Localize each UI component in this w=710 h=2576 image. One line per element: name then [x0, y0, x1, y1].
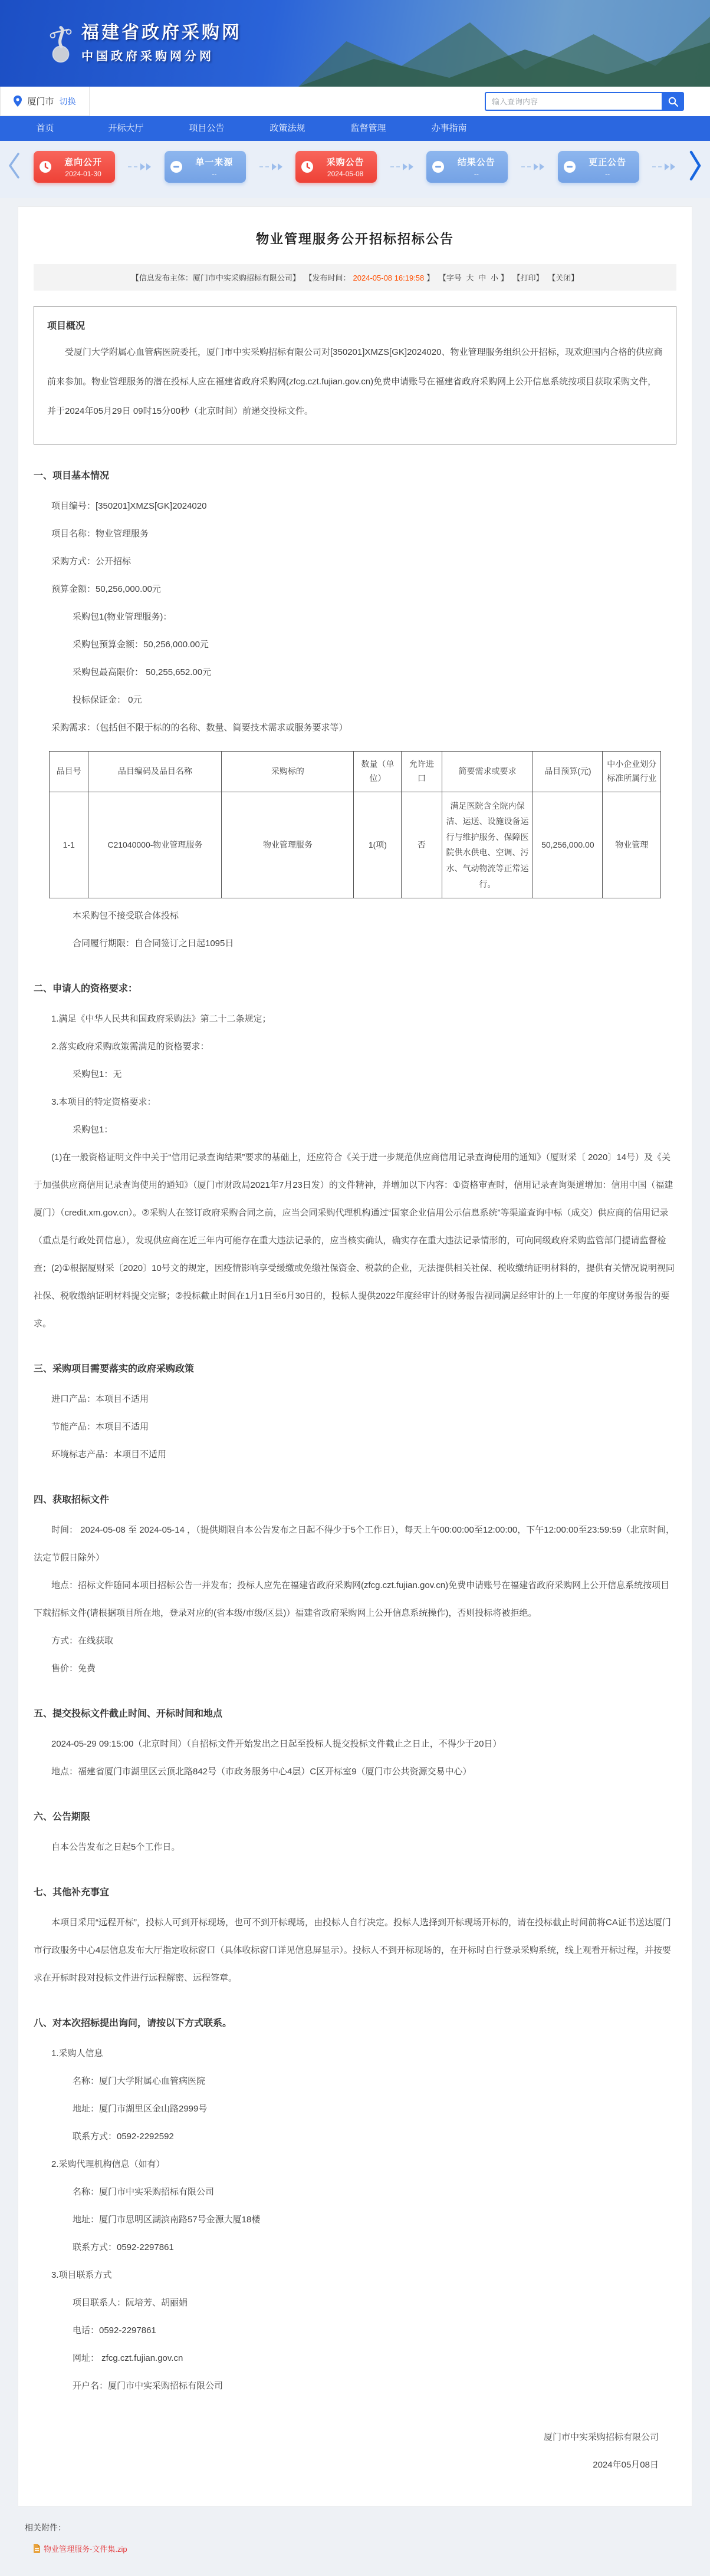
search-icon — [668, 97, 678, 107]
text-line: 地址：厦门市思明区湖滨南路57号金源大厦18楼 — [73, 2215, 261, 2225]
section-heading: 八、对本次招标提出询问，请按以下方式联系。 — [34, 2018, 232, 2029]
site-banner — [0, 0, 710, 87]
publish-time-prefix: 【发布时间： — [304, 274, 351, 282]
nav-item-bid-hall[interactable]: 开标大厅 — [108, 123, 144, 133]
location-pin-icon — [14, 95, 22, 107]
switch-city-link[interactable]: 切换 — [59, 96, 76, 106]
text-line: 采购包1：无 — [73, 1069, 122, 1080]
site-logo-balance-icon — [48, 23, 73, 64]
section-policy — [27, 1361, 683, 1468]
overview-body: 受厦门大学附属心血管病医院委托，厦门市中实采购招标有限公司对[350201]XMZS[GK]2024020、物业管理服务组织公开招标，现欢迎国内合格的供应商前来参加。物业管理服务的潜在投标人应在福建省政府采购网(zfcg.czt.fujian.gov.cn)免费申请账号在福建省政府采购网上公开信息系统按项目获取采购文件，并于2024年05月29日 09时15分00秒（北京时间）前递交投标文件。 — [47, 347, 663, 416]
location-search-bar — [0, 87, 710, 116]
section-heading: 二、申请人的资格要求： — [34, 984, 138, 994]
text-line: 采购需求：（包括但不限于标的的名称、数量、简要技术需求或服务要求等） — [51, 723, 348, 733]
section-obtain-documents — [27, 1492, 683, 1682]
text-line: 采购方式：公开招标 — [51, 556, 132, 566]
col-header: 简要需求或要求 — [442, 752, 533, 792]
table-row — [50, 792, 661, 898]
step-label: 采购公告 — [326, 157, 364, 167]
site-title: 福建省政府采购网 — [81, 22, 242, 42]
cell-quantity: 1(项) — [354, 792, 402, 898]
site-subtitle: 中国政府采购网分网 — [81, 50, 214, 64]
text-line: 环境标志产品：本项目不适用 — [51, 1450, 167, 1460]
close-button[interactable]: 【关闭】 — [548, 274, 579, 282]
step-arrow-icon — [521, 163, 544, 170]
announcement-card — [18, 206, 692, 2506]
text-line: 2024-05-29 09:15:00（北京时间）（自招标文件开始发出之日起至投标人提交投标文件截止之日止，不得少于20日） — [51, 1739, 502, 1750]
section-qualification — [27, 981, 683, 1338]
section-heading: 一、项目基本情况 — [34, 471, 110, 481]
font-size-small-button[interactable]: 小 — [490, 274, 498, 282]
text-line: 项目联系人：阮培芳、胡丽娟 — [73, 2298, 188, 2308]
nav-item-policy[interactable]: 政策法规 — [269, 123, 305, 133]
text-line: 本项目采用“远程开标”，投标人可到开标现场，也可不到开标现场，由投标人自行决定。投标人选择到开标现场开标的，请在投标截止时间前将CA证书送达厦门市行政服务中心4层信息发布大厅指定收标窗口（具体收标窗口详见信息屏显示）。投标人不到开标现场的，在开标时自行登录采购系统，线上观看开标过程，并按要求在开标时段对投标文件进行远程解密、远程签章。 — [34, 1918, 671, 1984]
text-line: 时间： 2024-05-08 至 2024-05-14 ，（提供期限自本公告发布之日起不得少于5个工作日），每天上午00:00:00至12:00:00，下午12:00:00至23:59:59（北京时间，法定节假日除外） — [34, 1525, 675, 1563]
text-line: 项目编号：[350201]XMZS[GK]2024020 — [51, 501, 207, 511]
section-deadline-opening — [27, 1706, 683, 1786]
col-header: 中小企业划分标准所属行业 — [603, 752, 661, 792]
step-label: 单一来源 — [195, 157, 234, 167]
clock-icon — [301, 160, 314, 173]
text-line: 电话：0592-2297861 — [73, 2325, 156, 2336]
step-arrow-icon — [259, 163, 282, 170]
nav-item-home[interactable]: 首页 — [36, 123, 54, 133]
text-line: 采购包1(物业管理服务)： — [73, 612, 172, 622]
section-heading: 七、其他补充事宜 — [34, 1887, 110, 1898]
text-line: 3.本项目的特定资格要求： — [51, 1097, 156, 1108]
signature-company: 厦门市中实采购招标有限公司 — [543, 2432, 659, 2443]
cell-item-code: C21040000-物业管理服务 — [88, 792, 222, 898]
col-header: 品目预算(元) — [533, 752, 603, 792]
text-line: 地点：福建省厦门市湖里区云顶北路842号（市政务服务中心4层）C区开标室9（厦门市公共资源交易中心） — [51, 1767, 472, 1777]
nav-item-project-notice[interactable]: 项目公告 — [189, 123, 225, 133]
publish-time: 2024-05-08 16:19:58 — [353, 274, 425, 282]
text-line: 合同履行期限：自合同签订之日起1095日 — [73, 938, 234, 949]
col-header: 允许进口 — [402, 752, 442, 792]
step-card-correction-notice[interactable] — [558, 151, 639, 183]
chevron-right-button[interactable] — [689, 150, 702, 183]
section-contacts — [27, 2015, 683, 2400]
project-overview-box — [34, 306, 676, 444]
publish-time-suffix: 】 — [426, 274, 435, 282]
font-size-medium-button[interactable]: 中 — [478, 274, 487, 282]
text-line: 2.落实政府采购政策需满足的资格要求： — [51, 1042, 209, 1052]
font-size-large-button[interactable]: 大 — [466, 274, 474, 282]
cell-subject: 物业管理服务 — [222, 792, 354, 898]
clock-icon — [39, 160, 52, 173]
section-heading: 六、公告期限 — [34, 1812, 91, 1823]
text-line: 联系方式：0592-2292592 — [73, 2132, 174, 2142]
step-arrow-icon — [390, 163, 413, 170]
text-line: 1.采购人信息 — [51, 2048, 103, 2059]
text-line: 地址：厦门市湖里区金山路2999号 — [73, 2104, 208, 2114]
section-other-matters — [27, 1885, 683, 1992]
cell-industry: 物业管理 — [603, 792, 661, 898]
minus-icon — [432, 160, 445, 173]
step-date: -- — [605, 169, 610, 178]
col-header: 品目编码及品目名称 — [88, 752, 222, 792]
zip-file-icon — [33, 2544, 41, 2553]
text-line: 采购包最高限价： 50,255,652.00元 — [73, 667, 212, 677]
current-city: 厦门市 — [27, 97, 54, 107]
attachments-label: 相关附件： — [25, 2523, 66, 2533]
col-header: 采购标的 — [222, 752, 354, 792]
chevron-right-icon — [689, 150, 702, 181]
font-size-label: 【字号 — [438, 274, 462, 282]
step-label: 结果公告 — [457, 157, 495, 167]
step-card-intent-publish[interactable] — [34, 151, 115, 183]
article-meta-bar — [34, 264, 676, 291]
step-arrow-icon — [128, 163, 151, 170]
section-notice-period — [27, 1809, 683, 1861]
text-line: 3.项目联系方式 — [51, 2270, 112, 2281]
page-title: 物业管理服务公开招标招标公告 — [255, 232, 454, 246]
step-date: -- — [474, 169, 479, 178]
step-label: 更正公告 — [589, 157, 627, 167]
text-line: 采购包预算金额：50,256,000.00元 — [73, 640, 209, 650]
section-heading: 三、采购项目需要落实的政府采购政策 — [34, 1364, 195, 1375]
step-arrow-icon — [652, 163, 675, 170]
step-date: -- — [212, 169, 217, 178]
text-line: 联系方式：0592-2297861 — [73, 2242, 174, 2253]
step-date: 2024-05-08 — [327, 169, 364, 178]
step-card-procurement-notice[interactable] — [295, 151, 377, 183]
minus-icon — [563, 160, 576, 173]
font-size-suffix: 】 — [500, 274, 508, 282]
text-line: 2.采购代理机构信息（如有） — [51, 2159, 165, 2170]
cell-budget: 50,256,000.00 — [533, 792, 603, 898]
text-line: 名称：厦门市中实采购招标有限公司 — [73, 2187, 215, 2198]
chevron-left-button[interactable] — [8, 152, 20, 181]
text-line: 方式：在线获取 — [51, 1636, 114, 1646]
cell-requirements: 满足医院含全院内保洁、运送、设施设备运行与维护服务、保障医院供水供电、空调、污水、气动物流等正常运行。 — [442, 792, 533, 898]
attachments-footer — [0, 2506, 710, 2576]
chevron-left-icon — [8, 152, 20, 179]
main-nav — [0, 116, 710, 141]
section-heading: 四、获取招标文件 — [34, 1495, 110, 1506]
nav-item-supervision[interactable]: 监督管理 — [350, 123, 386, 133]
text-line: 节能产品：本项目不适用 — [51, 1422, 149, 1432]
print-button[interactable]: 【打印】 — [512, 274, 544, 282]
text-line: 项目名称：物业管理服务 — [51, 529, 149, 539]
nav-item-guide[interactable]: 办事指南 — [431, 123, 467, 133]
text-line: 采购包1： — [73, 1125, 113, 1135]
procurement-items-table — [49, 751, 661, 898]
text-line: 预算金额：50,256,000.00元 — [51, 584, 161, 594]
publisher-text: 【信息发布主体：厦门市中实采购招标有限公司】 — [131, 274, 300, 282]
step-date: 2024-01-30 — [65, 169, 101, 178]
procurement-steps-bar — [0, 141, 710, 198]
text-line: 地点：招标文件随同本项目招标公告一并发布；投标人应先在福建省政府采购网(zfcg.czt.fujian.gov.cn)免费申请账号在福建省政府采购网上公开信息系统按项目下载招标文件(请根据项目所在地，登录对应的(省本级/市级/区县)）福建省政府采购网上公开信息系统操作)，否则投标将被拒绝。 — [34, 1580, 670, 1619]
signature-date: 2024年05月08日 — [593, 2460, 659, 2470]
step-card-result-notice[interactable] — [426, 151, 508, 183]
text-line: 进口产品：本项目不适用 — [51, 1394, 149, 1405]
cell-import-allowed: 否 — [402, 792, 442, 898]
col-header: 品目号 — [50, 752, 88, 792]
table-header-row — [50, 752, 661, 792]
attachment-file-name: 物业管理服务-文件集.zip — [44, 2545, 127, 2554]
city-selector — [0, 87, 90, 116]
minus-icon — [170, 160, 183, 173]
site-titles — [81, 23, 242, 64]
text-line: 开户名：厦门市中实采购招标有限公司 — [73, 2381, 223, 2391]
search-input[interactable] — [485, 92, 662, 111]
search-button[interactable] — [662, 92, 684, 111]
text-line: 投标保证金： 0元 — [73, 695, 142, 705]
text-line: 名称：厦门大学附属心血管病医院 — [73, 2076, 206, 2087]
overview-heading: 项目概况 — [47, 321, 86, 331]
section-heading: 五、提交投标文件截止时间、开标时间和地点 — [34, 1709, 223, 1719]
section-basic-info — [27, 468, 683, 957]
text-line: (1)在一般资格证明文件中关于“信用记录查询结果”要求的基础上，还应符合《关于进一步规范供应商信用记录查询使用的通知》（厦财采〔 2020〕14号）及《关于加强供应商信用记录查询使用的通知》（厦门市财政局2021年7月23日发）的文件精神，并增加以下内容：①资格审查时，信用记录查询渠道增加：信用中国（福建厦门）（credit.xm.gov.cn）。②采购人在签订政府采购合同之前，应当会同采购代理机构通过“国家企业信用公示信息系统”等渠道查询中标（成交）供应商的信用记录（重点是行政处罚信息），发现供应商在近三年内可能存在重大违法记录的，应当核实确认，确实存在重大违法记录情形的，可向同级政府采购监管部门提请监督检查；(2)①根据厦财采〔2020〕10号文的规定，因疫情影响享受缓缴或免缴社保资金、税款的企业，无法提供相关社保、税收缴纳证明材料的，提供有关情况说明视同社保、税收缴纳证明材料提交完整；②投标截止时间在1月1日至6月30日的，投标人提供2022年度经审计的财务报告视同满足经审计的上一年度的年度财务报告的要求。 — [34, 1152, 675, 1329]
col-header: 数量（单位） — [354, 752, 402, 792]
step-card-single-source[interactable] — [165, 151, 246, 183]
signature-block — [27, 2423, 683, 2479]
text-line: 1.满足《中华人民共和国政府采购法》第二十二条规定； — [51, 1014, 271, 1025]
text-line: 本采购包不接受联合体投标 — [73, 911, 179, 921]
text-line: 售价：免费 — [51, 1663, 96, 1674]
text-line: 自本公告发布之日起5个工作日。 — [51, 1842, 180, 1853]
attachment-zip-link[interactable] — [33, 2543, 127, 2554]
text-line: 网址： zfcg.czt.fujian.gov.cn — [73, 2353, 183, 2364]
cell-item-no: 1-1 — [50, 792, 88, 898]
step-label: 意向公开 — [64, 157, 103, 167]
